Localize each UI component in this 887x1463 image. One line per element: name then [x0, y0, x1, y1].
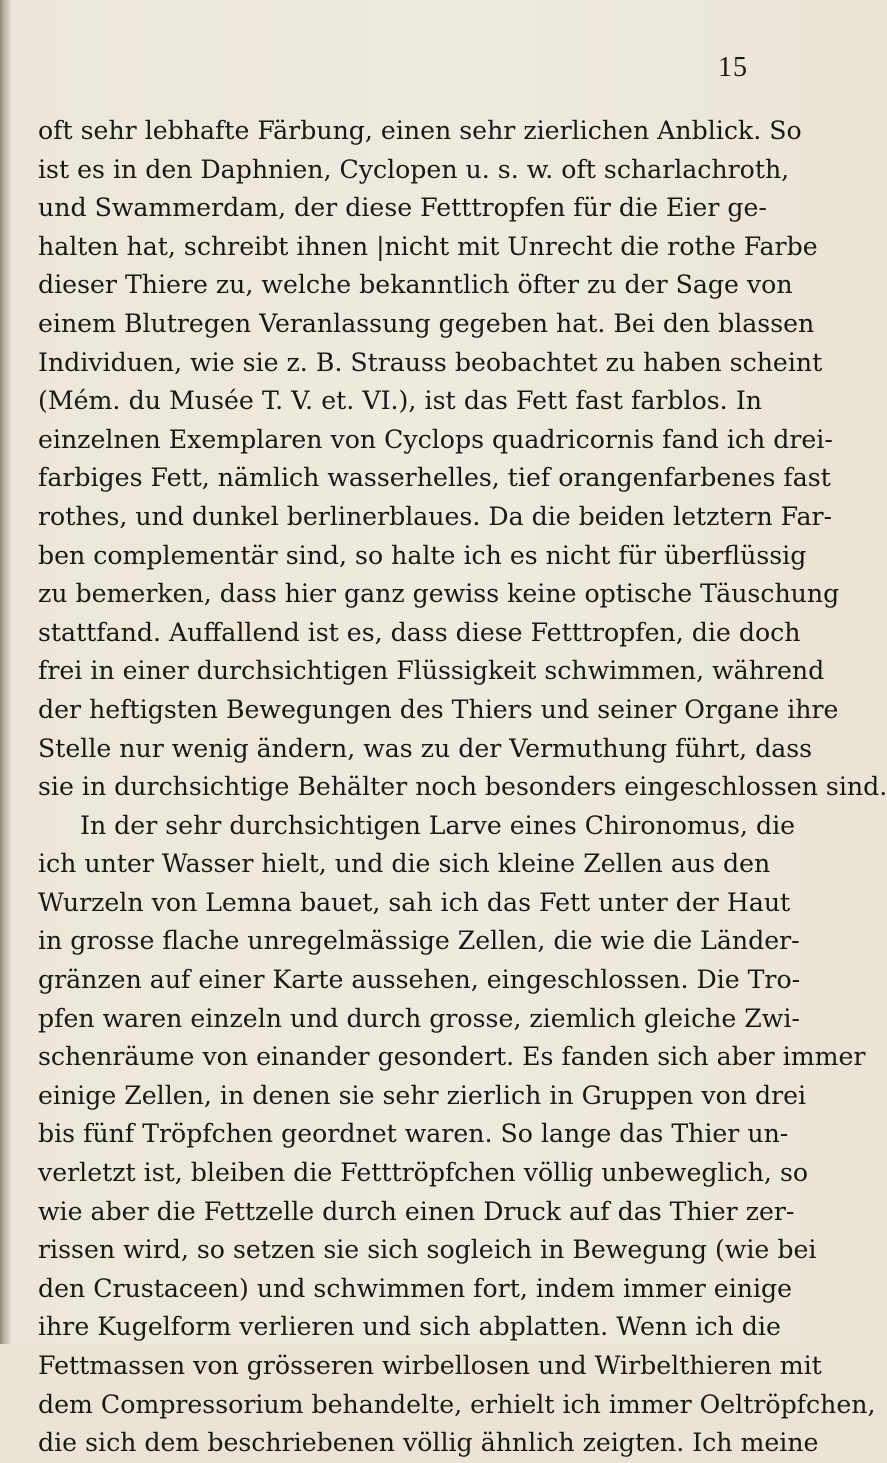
page-number: 15 [718, 52, 748, 83]
text-line: stattfand. Auffallend ist es, dass diese Fetttropfen, die doch [38, 617, 801, 647]
text-line: dieser Thiere zu, welche bekanntlich öfter zu der Sage von [38, 270, 793, 300]
text-line: und Swammerdam, der diese Fetttropfen für die Eier ge- [38, 193, 767, 223]
text-line: Individuen, wie sie z. B. Strauss beobachtet zu haben scheint [38, 347, 823, 377]
body-text [38, 112, 887, 1463]
text-line: bis fünf Tröpfchen geordnet waren. So lange das Thier un- [38, 1119, 789, 1149]
page-binding-edge [0, 0, 10, 1344]
text-line: einige Zellen, in denen sie sehr zierlich in Gruppen von drei [38, 1080, 807, 1110]
text-line: zu bemerken, dass hier ganz gewiss keine optische Täuschung [38, 579, 840, 609]
text-line: pfen waren einzeln und durch grosse, ziemlich gleiche Zwi- [38, 1003, 800, 1033]
text-line: oft sehr lebhafte Färbung, einen sehr zierlichen Anblick. So [38, 116, 802, 145]
text-line: ist es in den Daphnien, Cyclopen u. s. w. oft scharlachroth, [38, 154, 790, 184]
text-line: in grosse flache unregelmässige Zellen, die wie die Länder- [38, 926, 800, 956]
text-line: ich unter Wasser hielt, und die sich kleine Zellen aus den [38, 849, 771, 879]
text-line: In der sehr durchsichtigen Larve eines Chironomus, die [80, 810, 796, 840]
text-line: farbiges Fett, nämlich wasserhelles, tief orangenfarbenes fast [38, 463, 831, 493]
text-line: der heftigsten Bewegungen des Thiers und seiner Organe ihre [38, 694, 839, 724]
text-line: wie aber die Fettzelle durch einen Druck auf das Thier zer- [38, 1196, 795, 1226]
text-line: den Crustaceen) und schwimmen fort, indem immer einige [38, 1273, 793, 1303]
text-line: Fettmassen von grösseren wirbellosen und Wirbelthieren mit [38, 1351, 822, 1380]
text-line: halten hat, schreibt ihnen |nicht mit Unrecht die rothe Farbe [38, 231, 818, 261]
text-line: Stelle nur wenig ändern, was zu der Vermuthung führt, dass [38, 733, 813, 763]
text-line: rothes, und dunkel berlinerblaues. Da die beiden letztern Far- [38, 501, 833, 531]
text-line: ben complementär sind, so halte ich es nicht für überflüssig [38, 540, 807, 570]
text-line: (Mém. du Musée T. V. et. VI.), ist das Fett fast farblos. In [38, 386, 762, 416]
text-line: verletzt ist, bleiben die Fetttröpfchen völlig unbeweglich, so [38, 1158, 809, 1188]
text-line: frei in einer durchsichtigen Flüssigkeit schwimmen, während [38, 656, 825, 686]
text-line: Wurzeln von Lemna bauet, sah ich das Fett unter der Haut [38, 887, 791, 917]
text-line: ihre Kugelform verlieren und sich abplatten. Wenn ich die [38, 1312, 781, 1342]
text-line: dem Compressorium behandelte, erhielt ich immer Oeltröpfchen, [38, 1389, 876, 1419]
text-line: rissen wird, so setzen sie sich sogleich in Bewegung (wie bei [38, 1235, 817, 1265]
text-line: einem Blutregen Veranlassung gegeben hat. Bei den blassen [38, 308, 815, 338]
text-line: gränzen auf einer Karte aussehen, eingeschlossen. Die Tro- [38, 965, 801, 995]
text-line: einzelnen Exemplaren von Cyclops quadricornis fand ich drei- [38, 424, 833, 454]
text-line: die sich dem beschriebenen völlig ähnlich zeigten. Ich meine [38, 1428, 819, 1458]
text-line: schenräume von einander gesondert. Es fanden sich aber immer [38, 1042, 866, 1072]
text-line: sie in durchsichtige Behälter noch besonders eingeschlossen sind. [38, 772, 887, 802]
